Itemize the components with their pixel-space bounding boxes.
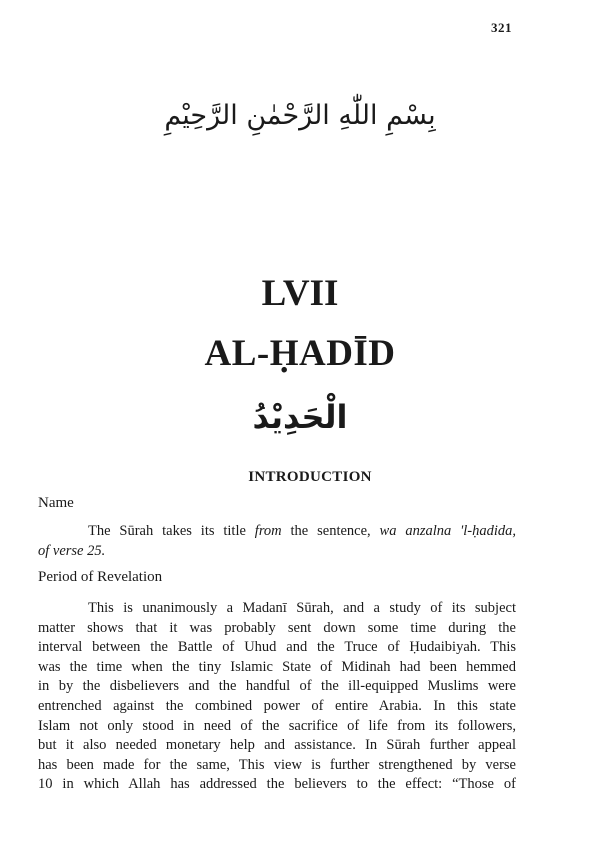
period-line: in by the disbelievers and the handful of the ill-equipped Muslims were [38, 678, 516, 695]
name-paragraph [38, 522, 516, 561]
surah-title-arabic: الْحَدِيْدُ [252, 398, 348, 436]
name-text-verse: of verse 25. [38, 542, 106, 559]
surah-title: AL-ḤADĪD [204, 333, 396, 374]
period-paragraph [38, 599, 516, 795]
surah-number: LVII [261, 273, 339, 314]
page-number: 321 [491, 20, 512, 35]
name-line-1 [38, 522, 516, 542]
section-heading-period: Period of Revelation [38, 569, 163, 585]
introduction-heading: INTRODUCTION [248, 469, 372, 485]
period-line: matter shows that it was probably sent down some time during the [38, 619, 516, 636]
period-line: entrenched against the combined power of entire Arabia. In this state [38, 697, 516, 714]
period-line: but it also needed monetary help and assistance. In Sūrah further appeal [38, 737, 516, 754]
name-line-2 [38, 542, 516, 562]
name-text-a: The Sūrah takes its title [88, 523, 255, 539]
period-line: has been made for the same, This view is further strengthened by verse [38, 756, 516, 773]
name-text-italic: wa anzalna 'l-ḥadida, [379, 523, 516, 539]
name-text-from: from [254, 523, 282, 539]
period-line: 10 in which Allah has addressed the believers to the effect: “Those of [38, 776, 516, 793]
section-heading-name: Name [38, 495, 74, 511]
period-line: interval between the Battle of Uhud and the Truce of Ḥudaibiyah. This [38, 639, 516, 656]
period-line: Islam not only stood in need of the sacrifice of life from its followers, [38, 717, 516, 734]
period-line: This is unanimously a Madanī Sūrah, and a study of its subject [88, 600, 516, 616]
period-line: was the time when the tiny Islamic State of Midinah had been hemmed [38, 658, 516, 675]
name-text-b: the sentence, [281, 523, 380, 539]
bismillah-heading: بِسْمِ اللّٰهِ الرَّحْمٰنِ الرَّحِيْمِ [164, 100, 436, 131]
